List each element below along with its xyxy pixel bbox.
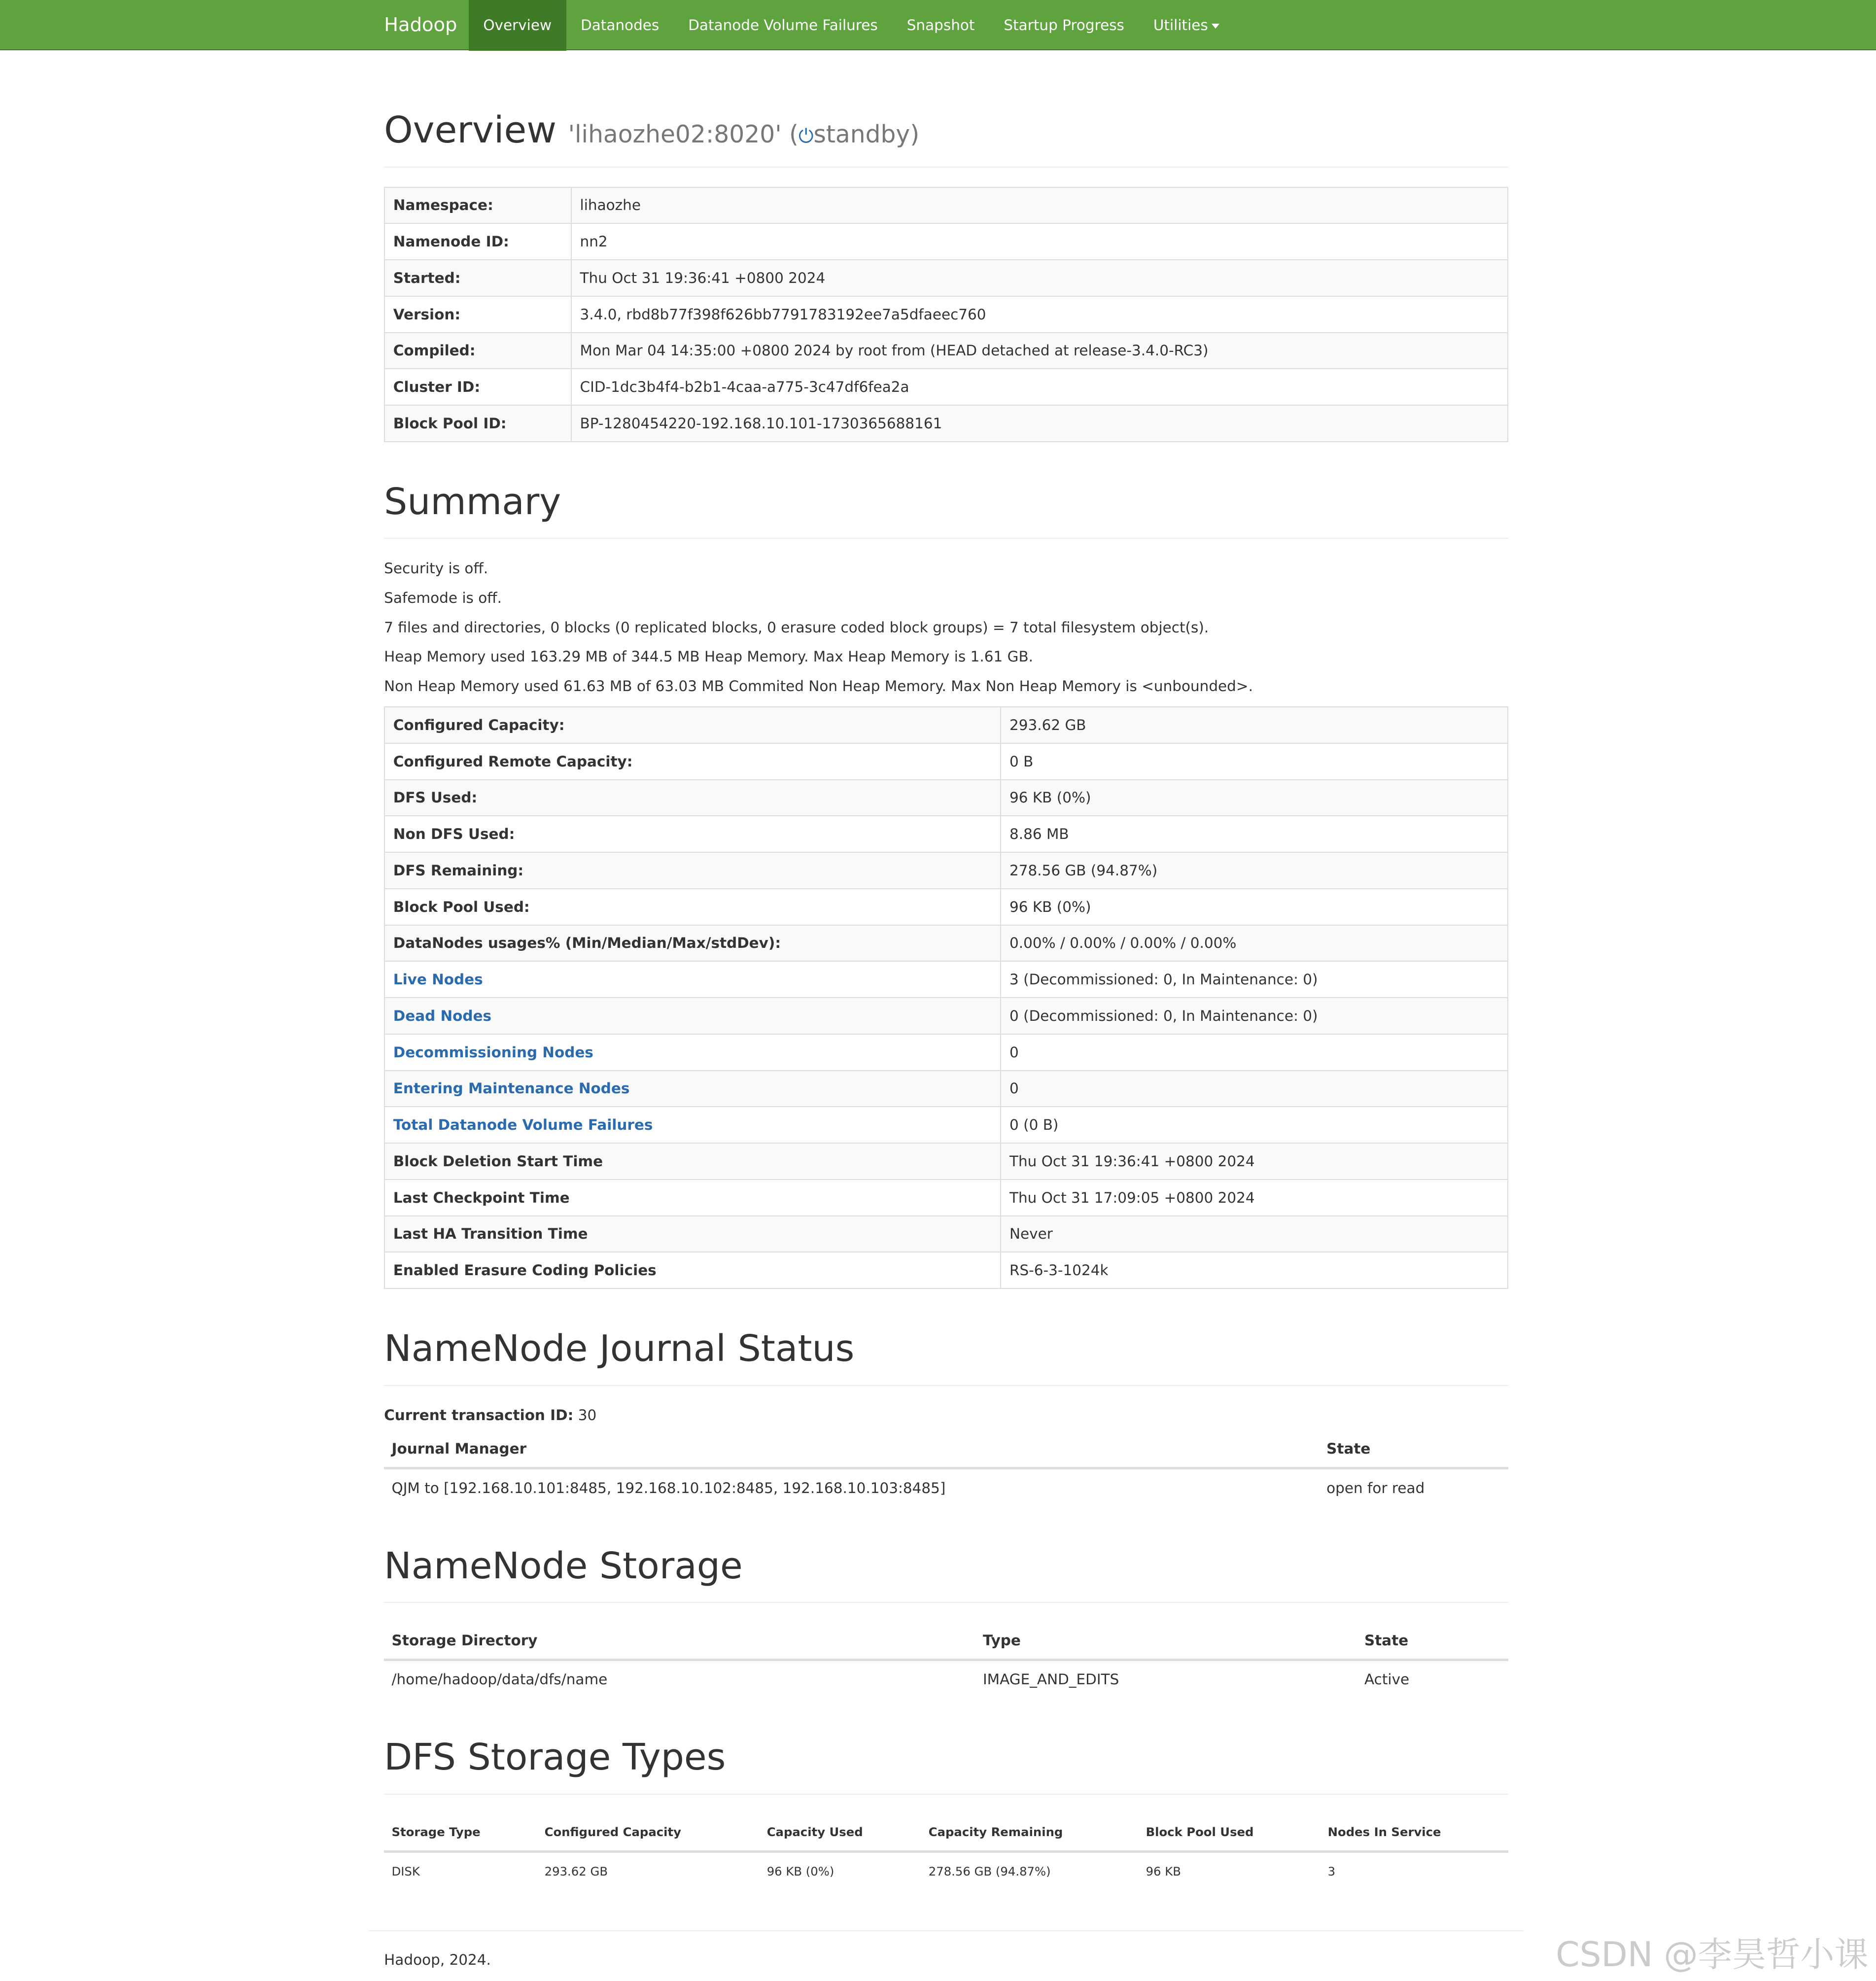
footer-text: Hadoop, 2024. [384,1951,491,1969]
row-value: 293.62 GB [1001,707,1508,743]
dfs-table [384,1814,1508,1890]
table-row [384,260,1508,296]
table-row [384,852,1508,889]
storage-table [384,1622,1508,1698]
row-link[interactable]: Decommissioning Nodes [393,1043,593,1061]
utilities-label: Utilities [1153,17,1208,34]
table-row [384,1468,1508,1506]
col-state: State [1357,1622,1509,1660]
row-value: CID-1dc3b4f4-b2b1-4caa-a775-3c47df6fea2a [571,369,1508,405]
row-label [384,743,1001,780]
table-row [384,296,1508,333]
row-value: 0 [1001,1071,1508,1107]
table-row [384,707,1508,743]
brand-link[interactable]: Hadoop [384,14,457,36]
journal-heading: NameNode Journal Status [384,1327,1508,1386]
table-row [384,1252,1508,1288]
row-label-text: Cluster ID: [393,379,481,396]
table-row [384,223,1508,260]
col-storage-directory: Storage Directory [384,1622,975,1660]
nav-overview[interactable]: Overview [469,0,566,51]
row-label-text: Compiled: [393,342,476,359]
row-label-text: Block Pool Used: [393,898,530,915]
main-content [384,51,1508,1890]
row-value: 3.4.0, rbd8b77f398f626bb7791783192ee7a5dfaeec760 [571,296,1508,333]
row-value: Never [1001,1216,1508,1252]
col-nodes-in-service: Nodes In Service [1320,1814,1508,1852]
col-state: State [1319,1430,1508,1468]
cell: /home/hadoop/data/dfs/name [391,1671,608,1688]
col-configured-capacity: Configured Capacity [537,1814,759,1852]
table-row [384,1216,1508,1252]
overview-title: Overview [384,108,557,152]
table-row [384,1034,1508,1071]
row-label [384,260,571,296]
row-label-text: Non DFS Used: [393,826,515,843]
cell: open for read [1326,1479,1425,1496]
row-label [384,961,1001,998]
row-label [384,1107,1001,1143]
cell: IMAGE_AND_EDITS [982,1671,1119,1688]
transaction-id [384,1401,1508,1430]
row-label-text: DFS Remaining: [393,862,524,879]
row-value: Thu Oct 31 19:36:41 +0800 2024 [571,260,1508,296]
txid-value: 30 [578,1407,597,1424]
navbar [0,0,1876,50]
row-value: 0.00% / 0.00% / 0.00% / 0.00% [1001,925,1508,962]
row-label-text: Configured Capacity: [393,716,565,733]
overview-table [384,187,1508,442]
cell: 96 KB (0%) [766,1864,834,1878]
nav-datanodes[interactable]: Datanodes [581,17,660,34]
row-value: 0 B [1001,743,1508,780]
cell: 3 [1327,1864,1336,1878]
row-value: lihaozhe [571,187,1508,224]
table-row [384,1660,1508,1698]
summary-table [384,706,1508,1289]
row-label [384,1143,1001,1180]
row-label [384,333,571,369]
table-row [384,1180,1508,1216]
nav-utilities[interactable] [1139,0,1234,51]
row-value: nn2 [571,223,1508,260]
table-row [384,1851,1508,1889]
row-label [384,1180,1001,1216]
row-label [384,369,571,405]
row-link[interactable]: Total Datanode Volume Failures [393,1116,653,1134]
storage-heading: NameNode Storage [384,1544,1508,1603]
row-label [384,889,1001,925]
nav-menu [469,0,1234,51]
row-label [384,852,1001,889]
caret-down-icon [1212,24,1219,29]
summary-line: Heap Memory used 163.29 MB of 344.5 MB Heap Memory. Max Heap Memory is 1.61 GB. [384,648,1034,665]
table-row [384,998,1508,1034]
col-block-pool-used: Block Pool Used [1138,1814,1320,1852]
row-value: 278.56 GB (94.87%) [1001,852,1508,889]
row-label [384,707,1001,743]
row-label-text: Last Checkpoint Time [393,1189,570,1206]
row-label-text: Block Pool ID: [393,415,507,432]
row-label [384,925,1001,962]
host-subtitle [568,121,920,148]
table-row [384,369,1508,405]
summary-lines [384,554,1508,701]
row-link[interactable]: Live Nodes [393,971,483,988]
row-value: BP-1280454220-192.168.10.101-1730365688161 [571,405,1508,442]
cell: 96 KB [1146,1864,1181,1878]
row-value: 96 KB (0%) [1001,780,1508,816]
col-capacity-remaining: Capacity Remaining [921,1814,1138,1852]
row-value: 0 (Decommissioned: 0, In Maintenance: 0) [1001,998,1508,1034]
txid-label: Current transaction ID: [384,1407,574,1424]
row-value: 0 (0 B) [1001,1107,1508,1143]
cell: DISK [391,1864,420,1878]
col-journal-manager: Journal Manager [384,1430,1319,1468]
nav-startup-progress[interactable]: Startup Progress [1004,17,1124,34]
row-label [384,1252,1001,1288]
summary-line: Safemode is off. [384,589,502,606]
row-label [384,816,1001,852]
nav-snapshot[interactable]: Snapshot [906,17,975,34]
summary-line: Non Heap Memory used 61.63 MB of 63.03 MB Commited Non Heap Memory. Max Non Heap Memory is <unbounded>. [384,678,1253,695]
table-row [384,1107,1508,1143]
table-row [384,816,1508,852]
row-label-text: Last HA Transition Time [393,1225,588,1243]
table-row [384,333,1508,369]
row-label [384,1034,1001,1071]
row-value: 0 [1001,1034,1508,1071]
row-label [384,405,571,442]
ha-state: standby) [813,121,920,149]
row-label-text: Version: [393,306,461,323]
col-type: Type [975,1622,1357,1660]
cell: 278.56 GB (94.87%) [928,1864,1051,1878]
host-text: 'lihaozhe02:8020' ( [568,121,799,149]
journal-table [384,1430,1508,1506]
cell: 293.62 GB [544,1864,608,1878]
row-label-text: Block Deletion Start Time [393,1152,603,1170]
table-row [384,743,1508,780]
row-label [384,1071,1001,1107]
row-label-text: Configured Remote Capacity: [393,753,633,770]
cell: QJM to [192.168.10.101:8485, 192.168.10.102:8485, 192.168.10.103:8485] [391,1479,946,1496]
row-label [384,187,571,224]
row-value: 3 (Decommissioned: 0, In Maintenance: 0) [1001,961,1508,998]
footer [369,1930,1524,1968]
summary-line: Security is off. [384,560,488,577]
row-label [384,1216,1001,1252]
row-label-text: Enabled Erasure Coding Policies [393,1262,657,1279]
table-row [384,1071,1508,1107]
row-label-text: Namenode ID: [393,233,509,250]
row-label-text: Namespace: [393,197,493,214]
row-label-text: Started: [393,269,461,286]
row-label [384,296,571,333]
row-label [384,223,571,260]
row-value: RS-6-3-1024k [1001,1252,1508,1288]
row-value: 96 KB (0%) [1001,889,1508,925]
nav-volume-failures[interactable]: Datanode Volume Failures [688,17,878,34]
col-storage-type: Storage Type [384,1814,537,1852]
summary-line: 7 files and directories, 0 blocks (0 replicated blocks, 0 erasure coded block groups) = 7 total filesystem object(s). [384,619,1209,636]
table-row [384,961,1508,998]
table-row [384,925,1508,962]
cell: Active [1364,1671,1410,1688]
row-label [384,998,1001,1034]
table-row [384,187,1508,224]
dfs-heading: DFS Storage Types [384,1736,1508,1795]
col-capacity-used: Capacity Used [759,1814,921,1852]
row-label-text: DFS Used: [393,789,478,806]
row-link[interactable]: Dead Nodes [393,1007,492,1024]
row-value: Mon Mar 04 14:35:00 +0800 2024 by root from (HEAD detached at release-3.4.0-RC3) [571,333,1508,369]
table-row [384,1143,1508,1180]
watermark: CSDN @李昊哲小课 [1556,1935,1869,1975]
table-row [384,405,1508,442]
row-label-text: DataNodes usages% (Min/Median/Max/stdDev): [393,935,781,952]
summary-heading: Summary [384,480,1508,539]
row-label [384,780,1001,816]
row-value: 8.86 MB [1001,816,1508,852]
power-icon: ⏻ [799,125,814,148]
table-row [384,780,1508,816]
row-link[interactable]: Entering Maintenance Nodes [393,1080,630,1097]
row-value: Thu Oct 31 17:09:05 +0800 2024 [1001,1180,1508,1216]
table-row [384,889,1508,925]
row-value: Thu Oct 31 19:36:41 +0800 2024 [1001,1143,1508,1180]
overview-heading [384,108,1508,168]
